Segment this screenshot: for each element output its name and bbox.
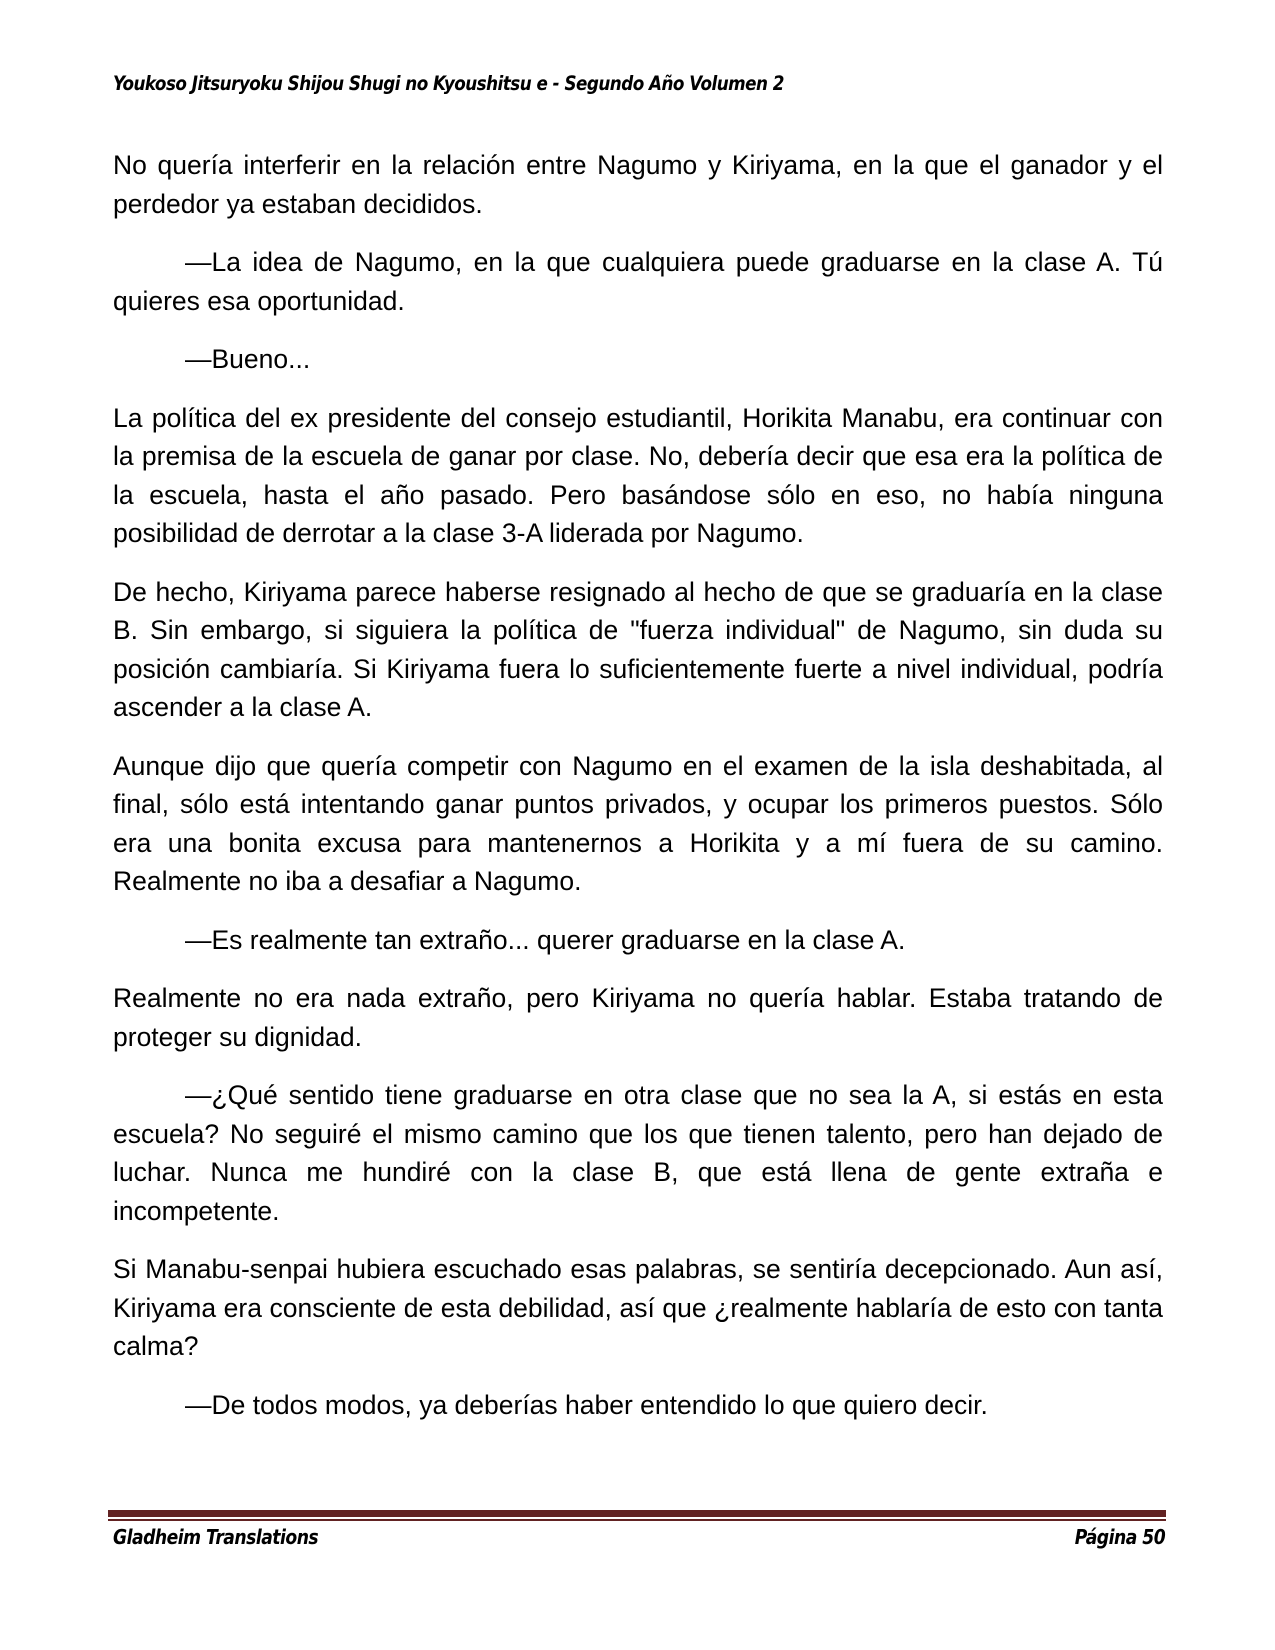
paragraph: Realmente no era nada extraño, pero Kiriyama no quería hablar. Estaba tratando de proteger su dignidad.: [113, 983, 1163, 1052]
dialogue-paragraph: —De todos modos, ya deberías haber entendido lo que quiero decir.: [185, 1389, 988, 1420]
paragraph: De hecho, Kiriyama parece haberse resignado al hecho de que se graduaría en la clase B. Sin embargo, si siguiera la política de "fuerza individual" de Nagumo, sin duda su posición cambiaría. Si Kiriyama fuera lo suficientemente fuerte a nivel individual, podría ascender a la clase A.: [113, 576, 1163, 722]
paragraph: La política del ex presidente del consejo estudiantil, Horikita Manabu, era continuar con la premisa de la escuela de ganar por clase. No, debería decir que esa era la política de la escuela, hasta el año pasado. Pero basándose sólo en eso, no había ninguna posibilidad de derrotar a la clase 3-A liderada por Nagumo.: [113, 402, 1163, 548]
page-body: [113, 146, 1163, 1444]
paragraph: Aunque dijo que quería competir con Nagumo en el examen de la isla deshabitada, al final, sólo está intentando ganar puntos privados, y ocupar los primeros puestos. Sólo era una bonita excusa para mantenernos a Horikita y a mí fuera de su camino. Realmente no iba a desafiar a Nagumo.: [113, 750, 1163, 896]
dialogue-paragraph: —Bueno...: [185, 344, 311, 374]
dialogue-paragraph: —¿Qué sentido tiene graduarse en otra clase que no sea la A, si estás en esta escuela? No seguiré el mismo camino que los que tienen talento, pero han dejado de luchar. Nunca me hundiré con la clase B, que está llena de gente extraña e incompetente.: [113, 1080, 1163, 1226]
footer-divider: [108, 1510, 1166, 1517]
paragraph: No quería interferir en la relación entre Nagumo y Kiriyama, en la que el ganador y el perdedor ya estaban decididos.: [113, 150, 1163, 219]
page-number: Página 50: [1074, 1525, 1165, 1549]
paragraph: Si Manabu-senpai hubiera escuchado esas palabras, se sentiría decepcionado. Aun así, Kiriyama era consciente de esta debilidad, así que ¿realmente hablaría de esto con tanta calma?: [113, 1254, 1163, 1361]
dialogue-paragraph: —Es realmente tan extraño... querer graduarse en la clase A.: [185, 924, 906, 955]
footer-publisher: Gladheim Translations: [113, 1525, 319, 1549]
dialogue-paragraph: —La idea de Nagumo, en la que cualquiera puede graduarse en la clase A. Tú quieres esa oportunidad.: [113, 247, 1163, 316]
running-header: Youkoso Jitsuryoku Shijou Shugi no Kyoushitsu e - Segundo Año Volumen 2: [113, 72, 784, 95]
footer-divider-thin: [108, 1519, 1166, 1521]
